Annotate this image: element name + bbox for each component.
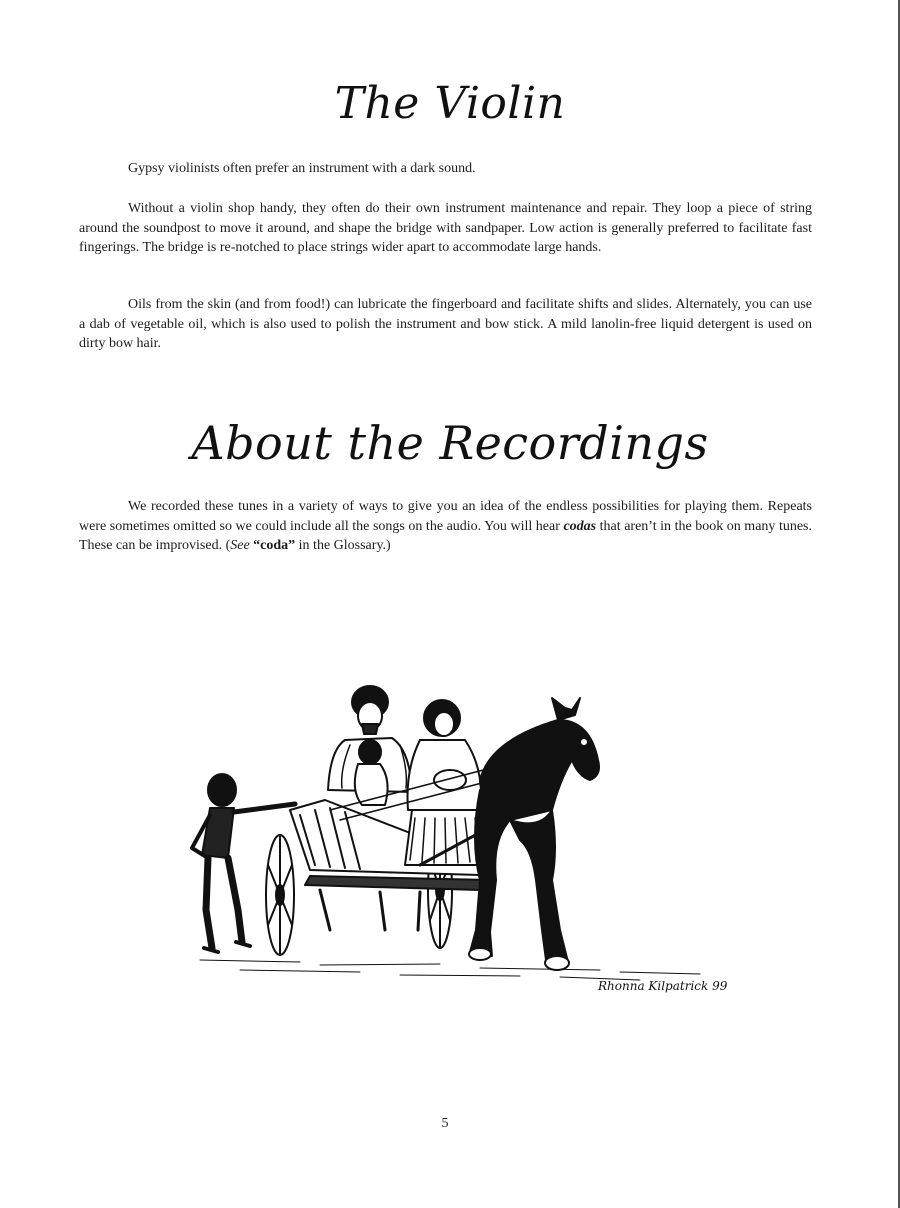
- see-reference: See: [230, 538, 250, 553]
- artist-signature: Rhonna Kilpatrick 99: [598, 979, 728, 993]
- mother-figure: [405, 700, 485, 865]
- horse-cart-illustration: [180, 680, 740, 1010]
- page-number: 5: [441, 1116, 449, 1131]
- violin-section-title: The Violin: [334, 78, 566, 129]
- horse-figure: [469, 698, 599, 970]
- recordings-text-part-1: We recorded these tunes in a variety of ways to give you an idea of the endless possibilities for playing them. Repeats were sometimes omitted so we could include all the songs on the audio. You will hear: [79, 499, 812, 534]
- recordings-paragraph: [79, 497, 812, 556]
- violin-paragraph-1: Gypsy violinists often prefer an instrument with a dark sound.: [128, 161, 476, 176]
- recordings-text-part-2: that aren’t in the book on many tunes. These can be improvised. (: [79, 518, 813, 553]
- violin-paragraph-3: Oils from the skin (and from food!) can lubricate the fingerboard and facilitate shifts and slides. Alternately, you can use a dab of vegetable oil, which is also used to polish the instrument and bow stick. A mild lanolin-free liquid detergent is used on dirty bow hair.: [79, 297, 812, 351]
- recordings-text-part-3: in the Glossary.): [295, 538, 391, 553]
- coda-glossary-term: “coda”: [253, 538, 296, 553]
- recordings-section-title: About the Recordings: [191, 416, 709, 470]
- violin-paragraph-2: Without a violin shop handy, they often do their own instrument maintenance and repair. They loop a piece of string around the soundpost to move it around, and shape the bridge with sandpaper. Low action is generally preferred to facilitate fast fingerings. The bridge is re-notched to place strings wider apart to accommodate large hands.: [79, 201, 812, 255]
- codas-term: codas: [563, 518, 597, 534]
